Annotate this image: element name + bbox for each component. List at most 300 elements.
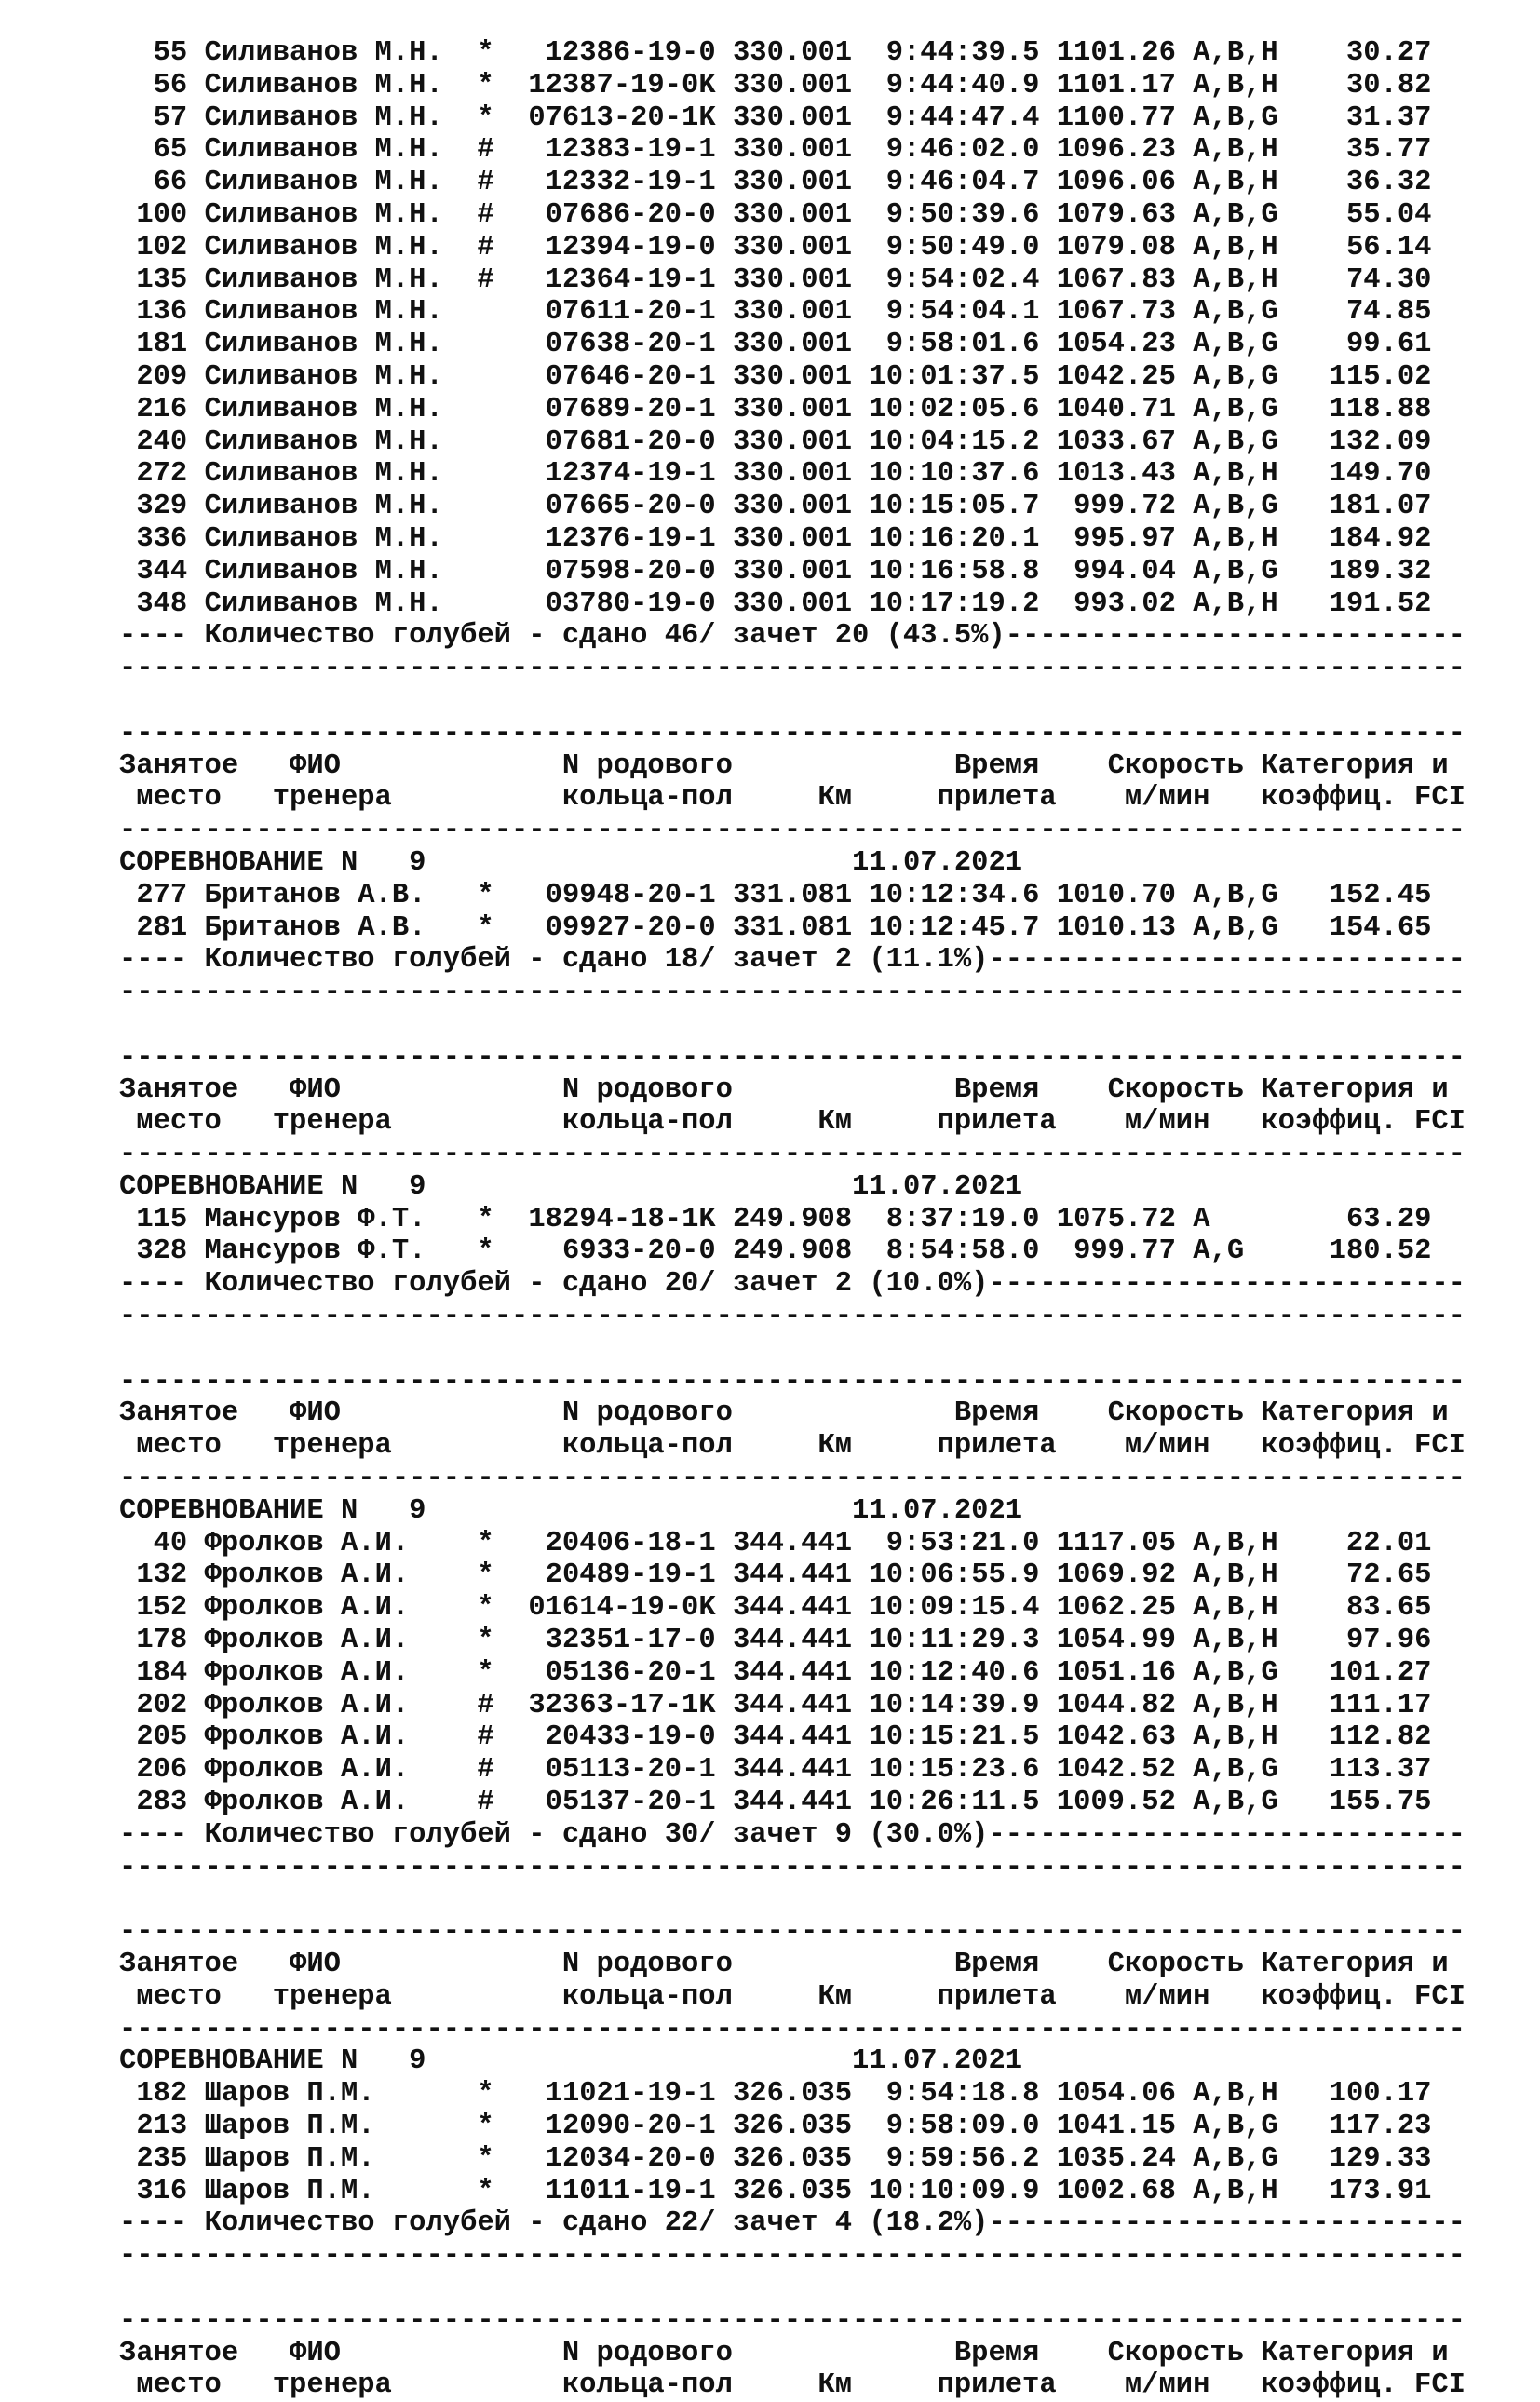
ring-number: 09927-20-0	[545, 911, 716, 944]
fci-coefficient: 191.52	[1329, 587, 1432, 620]
blank-line	[119, 1883, 1516, 1916]
trainer-name: Шаров П.М.	[204, 2175, 375, 2207]
header-top-rule	[119, 718, 1516, 750]
dashed-rule: -------------------------------------------------------------------------------	[119, 1301, 1466, 1333]
arrival-time: 9:58:09.0	[885, 2111, 1040, 2142]
fci-coefficient: 117.23	[1329, 2111, 1432, 2142]
trainer-name: Шаров П.М.	[204, 2111, 375, 2142]
distance-km: 330.001	[732, 522, 853, 555]
distance-km: 330.001	[732, 555, 853, 587]
pigeon-mark: *	[477, 2142, 494, 2175]
speed-mmin: 1035.24	[1056, 2142, 1176, 2175]
category: A,B,G	[1193, 555, 1278, 587]
column-header-labels: Занятое ФИО N родового Время Скорость Категория и	[119, 1397, 1449, 1430]
category: A,B,G	[1193, 879, 1278, 911]
dashed-rule: -------------------------------------------------------------------------------	[119, 1916, 1466, 1949]
result-place: 206	[136, 1754, 188, 1787]
result-row	[119, 1204, 1516, 1236]
ring-number: 12034-20-0	[545, 2142, 716, 2175]
result-row	[119, 2078, 1516, 2111]
fci-coefficient: 56.14	[1345, 231, 1432, 263]
result-place: 102	[136, 231, 188, 263]
blank-line	[119, 685, 1516, 718]
arrival-time: 10:12:45.7	[869, 911, 1040, 944]
distance-km: 330.001	[732, 425, 853, 458]
category: A,G	[1193, 1235, 1245, 1268]
category: A,B,G	[1193, 2111, 1278, 2142]
column-header-row-1	[119, 2338, 1516, 2370]
trainer-name: Силиванов М.Н.	[204, 231, 443, 263]
header-bottom-rule	[119, 815, 1516, 847]
result-place: 135	[136, 263, 188, 296]
category: A,B,G	[1193, 360, 1278, 393]
arrival-time: 10:01:37.5	[869, 360, 1040, 393]
arrival-time: 10:10:09.9	[869, 2175, 1040, 2207]
ring-number: 07681-20-0	[545, 425, 716, 458]
distance-km: 344.441	[732, 1656, 853, 1689]
distance-km: 249.908	[733, 1203, 853, 1235]
arrival-time: 10:15:05.7	[869, 491, 1040, 523]
summary-line: ---- Количество голубей - сдано 18/ зачет 2 (11.1%)----------------------------	[119, 944, 1466, 977]
header-top-rule	[119, 1916, 1516, 1949]
pigeon-mark: *	[477, 879, 494, 911]
result-row	[119, 1559, 1516, 1592]
ring-number: 12387-19-0K	[528, 69, 716, 101]
fci-coefficient: 155.75	[1329, 1787, 1432, 1819]
trainer-name: Силиванов М.Н.	[204, 167, 443, 199]
trainer-name: Шаров П.М.	[204, 2142, 375, 2175]
result-place: 136	[136, 296, 188, 329]
fci-coefficient: 99.61	[1345, 329, 1432, 361]
speed-mmin: 1062.25	[1056, 1592, 1176, 1625]
fci-coefficient: 74.30	[1345, 263, 1432, 296]
fci-coefficient: 97.96	[1345, 1625, 1432, 1657]
arrival-time: 10:09:15.4	[869, 1592, 1040, 1625]
result-place: 281	[136, 911, 188, 944]
result-row	[119, 1754, 1516, 1787]
competition-label: СОРЕВНОВАНИЕ N 9	[119, 1494, 426, 1527]
arrival-time: 10:17:19.2	[869, 587, 1040, 620]
result-place: 348	[136, 587, 188, 620]
dashed-rule: -------------------------------------------------------------------------------	[119, 2240, 1466, 2273]
trainer-name: Фролков А.И.	[204, 1787, 410, 1819]
trainer-name: Силиванов М.Н.	[204, 296, 443, 329]
pigeon-mark: *	[477, 1203, 494, 1235]
result-place: 56	[153, 69, 188, 101]
dashed-rule: -------------------------------------------------------------------------------	[119, 977, 1466, 1009]
speed-mmin: 1040.71	[1056, 393, 1176, 425]
ring-number: 05136-20-1	[545, 1656, 716, 1689]
speed-mmin: 1042.25	[1056, 360, 1176, 393]
speed-mmin: 1069.92	[1056, 1559, 1176, 1592]
competition-date: 11.07.2021	[852, 1170, 1023, 1203]
trainer-name: Силиванов М.Н.	[204, 101, 443, 134]
result-row	[119, 426, 1516, 459]
summary-line: ---- Количество голубей - сдано 20/ зачет 2 (10.0%)----------------------------	[119, 1268, 1466, 1301]
arrival-time: 10:02:05.6	[869, 393, 1040, 425]
speed-mmin: 1054.06	[1056, 2078, 1176, 2111]
result-place: 132	[136, 1559, 188, 1592]
category: A,B,G	[1193, 1787, 1278, 1819]
arrival-time: 10:10:37.6	[869, 458, 1040, 491]
column-header-labels: место тренера кольца-пол Км прилета м/мин коэффиц. FCI	[119, 782, 1466, 815]
result-place: 316	[136, 2175, 188, 2207]
result-place: 55	[153, 37, 188, 69]
fci-coefficient: 180.52	[1329, 1235, 1432, 1268]
ring-number: 12332-19-1	[545, 167, 716, 199]
speed-mmin: 995.97	[1074, 522, 1176, 555]
result-row	[119, 1721, 1516, 1754]
distance-km: 344.441	[732, 1625, 853, 1657]
competition-date: 11.07.2021	[852, 846, 1023, 879]
pigeon-mark: *	[477, 1559, 494, 1592]
speed-mmin: 1010.13	[1056, 911, 1176, 944]
column-header-row-1	[119, 1074, 1516, 1107]
trainer-name: Силиванов М.Н.	[204, 329, 443, 361]
result-place: 272	[136, 458, 188, 491]
speed-mmin: 1002.68	[1056, 2175, 1176, 2207]
distance-km: 330.001	[732, 458, 853, 491]
result-place: 344	[136, 555, 188, 587]
result-row	[119, 912, 1516, 945]
ring-number: 20489-19-1	[545, 1559, 716, 1592]
ring-number: 12383-19-1	[545, 134, 716, 167]
distance-km: 330.001	[732, 69, 853, 101]
trainer-name: Силиванов М.Н.	[204, 198, 443, 231]
result-row	[119, 458, 1516, 491]
speed-mmin: 994.04	[1074, 555, 1176, 587]
summary-text: ---- Количество голубей - сдано 18/ зачет 2 (11.1%)	[119, 944, 989, 977]
trainer-name: Мансуров Ф.Т.	[204, 1235, 426, 1268]
competition-line	[119, 2045, 1516, 2078]
arrival-time: 10:06:55.9	[869, 1559, 1040, 1592]
trainer-name: Фролков А.И.	[204, 1592, 410, 1625]
result-place: 216	[136, 393, 188, 425]
arrival-time: 10:15:23.6	[869, 1754, 1040, 1787]
header-bottom-rule	[119, 1463, 1516, 1495]
result-row	[119, 1625, 1516, 1657]
fci-coefficient: 154.65	[1329, 911, 1432, 944]
result-row	[119, 556, 1516, 588]
ring-number: 32363-17-1K	[528, 1689, 716, 1721]
category: A,B,H	[1193, 1592, 1278, 1625]
ring-number: 09948-20-1	[545, 879, 716, 911]
column-header-row-1	[119, 1949, 1516, 1981]
category: A,B,H	[1193, 1721, 1278, 1754]
fci-coefficient: 129.33	[1329, 2142, 1432, 2175]
column-header-labels: Занятое ФИО N родового Время Скорость Категория и	[119, 2337, 1449, 2369]
pigeon-mark: #	[477, 231, 494, 263]
fci-coefficient: 63.29	[1345, 1203, 1432, 1235]
category: A,B,H	[1193, 1689, 1278, 1721]
arrival-time: 9:44:39.5	[885, 37, 1040, 69]
category: A,B,H	[1193, 231, 1278, 263]
distance-km: 344.441	[732, 1689, 853, 1721]
summary-text: ---- Количество голубей - сдано 22/ зачет 4 (18.2%)	[119, 2207, 989, 2240]
result-row	[119, 2176, 1516, 2208]
result-place: 328	[136, 1235, 188, 1268]
dashed-rule: -------------------------------------------------------------------------------	[119, 2013, 1466, 2045]
speed-mmin: 999.77	[1074, 1235, 1176, 1268]
fci-coefficient: 72.65	[1345, 1559, 1432, 1592]
result-row	[119, 1787, 1516, 1819]
distance-km: 331.081	[733, 879, 853, 911]
competition-date: 11.07.2021	[852, 2045, 1023, 2078]
fci-coefficient: 149.70	[1329, 458, 1432, 491]
category: A,B,H	[1193, 1625, 1278, 1657]
ring-number: 07638-20-1	[545, 329, 716, 361]
result-row	[119, 134, 1516, 167]
speed-mmin: 1101.17	[1056, 69, 1176, 101]
category: A,B,H	[1193, 167, 1278, 199]
dashed-rule: -------------------------------------------------------------------------------	[119, 2304, 1466, 2337]
result-row	[119, 2111, 1516, 2143]
category: A,B,H	[1193, 1527, 1278, 1559]
speed-mmin: 1010.70	[1056, 879, 1176, 911]
column-header-row-1	[119, 750, 1516, 783]
result-place: 329	[136, 491, 188, 523]
competition-label: СОРЕВНОВАНИЕ N 9	[119, 846, 426, 879]
result-row	[119, 102, 1516, 135]
trainer-name: Силиванов М.Н.	[204, 37, 443, 69]
distance-km: 330.001	[732, 393, 853, 425]
distance-km: 330.001	[732, 296, 853, 329]
result-place: 115	[136, 1203, 188, 1235]
arrival-time: 9:54:18.8	[885, 2078, 1040, 2111]
competition-date: 11.07.2021	[852, 1494, 1023, 1527]
column-header-row-2	[119, 2369, 1516, 2402]
result-row	[119, 588, 1516, 621]
dashed-rule: -------------------------------------------------------------------------------	[119, 1463, 1466, 1495]
column-header-labels: Занятое ФИО N родового Время Скорость Категория и	[119, 1073, 1449, 1106]
category: A,B,G	[1193, 1656, 1278, 1689]
fci-coefficient: 189.32	[1329, 555, 1432, 587]
result-place: 182	[136, 2078, 188, 2111]
result-row	[119, 361, 1516, 394]
blank-line	[119, 1333, 1516, 1366]
result-row	[119, 1592, 1516, 1625]
ring-number: 20406-18-1	[545, 1527, 716, 1559]
arrival-time: 9:50:39.6	[885, 198, 1040, 231]
distance-km: 344.441	[732, 1721, 853, 1754]
trainer-name: Силиванов М.Н.	[204, 134, 443, 167]
distance-km: 344.441	[732, 1527, 853, 1559]
pigeon-mark: #	[477, 1754, 494, 1787]
competition-label: СОРЕВНОВАНИЕ N 9	[119, 2045, 426, 2078]
blank-line	[119, 2273, 1516, 2305]
pigeon-mark: #	[477, 1689, 494, 1721]
distance-km: 326.035	[732, 2111, 853, 2142]
fci-coefficient: 30.27	[1345, 37, 1432, 69]
trainer-name: Силиванов М.Н.	[204, 587, 443, 620]
fci-coefficient: 152.45	[1329, 879, 1432, 911]
ring-number: 12376-19-1	[545, 522, 716, 555]
section-rule	[119, 2240, 1516, 2273]
trainer-name: Британов А.В.	[204, 879, 426, 911]
summary-line: ---- Количество голубей - сдано 46/ зачет 20 (43.5%)---------------------------	[119, 620, 1466, 653]
distance-km: 331.081	[733, 911, 853, 944]
column-header-labels: место тренера кольца-пол Км прилета м/мин коэффиц. FCI	[119, 1106, 1466, 1139]
fci-coefficient: 55.04	[1345, 198, 1432, 231]
fci-coefficient: 22.01	[1345, 1527, 1432, 1559]
arrival-time: 9:46:02.0	[885, 134, 1040, 167]
competition-line	[119, 1495, 1516, 1528]
ring-number: 12364-19-1	[545, 263, 716, 296]
ring-number: 11021-19-1	[545, 2078, 716, 2111]
ring-number: 18294-18-1K	[528, 1203, 716, 1235]
pigeon-mark: *	[477, 1592, 494, 1625]
distance-km: 326.035	[732, 2175, 853, 2207]
pigeon-mark: *	[477, 1235, 494, 1268]
ring-number: 07646-20-1	[545, 360, 716, 393]
result-place: 283	[136, 1787, 188, 1819]
pigeon-mark: *	[477, 1527, 494, 1559]
category: A,B,H	[1193, 2175, 1278, 2207]
result-place: 65	[153, 134, 188, 167]
dashed-rule: -------------------------------------------------------------------------------	[119, 1851, 1466, 1883]
distance-km: 344.441	[732, 1787, 853, 1819]
fci-coefficient: 113.37	[1329, 1754, 1432, 1787]
result-place: 66	[153, 167, 188, 199]
category: A,B,G	[1193, 911, 1278, 944]
category: A,B,H	[1193, 522, 1278, 555]
distance-km: 249.908	[733, 1235, 853, 1268]
category: A,B,G	[1193, 329, 1278, 361]
fci-coefficient: 181.07	[1329, 491, 1432, 523]
trainer-name: Силиванов М.Н.	[204, 393, 443, 425]
category: A,B,H	[1193, 1559, 1278, 1592]
speed-mmin: 1075.72	[1056, 1203, 1176, 1235]
fci-coefficient: 115.02	[1329, 360, 1432, 393]
speed-mmin: 1042.63	[1056, 1721, 1176, 1754]
section-rule	[119, 977, 1516, 1009]
arrival-time: 9:54:02.4	[885, 263, 1040, 296]
pigeon-mark: #	[477, 1721, 494, 1754]
arrival-time: 9:50:49.0	[885, 231, 1040, 263]
speed-mmin: 1067.83	[1056, 263, 1176, 296]
arrival-time: 8:37:19.0	[885, 1203, 1040, 1235]
result-row	[119, 1690, 1516, 1722]
trainer-name: Силиванов М.Н.	[204, 360, 443, 393]
arrival-time: 10:16:20.1	[869, 522, 1040, 555]
arrival-time: 9:46:04.7	[885, 167, 1040, 199]
trainer-name: Фролков А.И.	[204, 1656, 410, 1689]
pigeon-mark: *	[477, 2111, 494, 2142]
result-place: 277	[136, 879, 188, 911]
arrival-time: 10:26:11.5	[869, 1787, 1040, 1819]
ring-number: 05113-20-1	[545, 1754, 716, 1787]
fci-coefficient: 112.82	[1329, 1721, 1432, 1754]
speed-mmin: 999.72	[1074, 491, 1176, 523]
summary-line: ---- Количество голубей - сдано 22/ зачет 4 (18.2%)----------------------------	[119, 2207, 1466, 2240]
fci-coefficient: 118.88	[1329, 393, 1432, 425]
pigeon-mark: *	[477, 2078, 494, 2111]
result-place: 100	[136, 198, 188, 231]
speed-mmin: 1044.82	[1056, 1689, 1176, 1721]
pigeon-mark: *	[477, 2175, 494, 2207]
distance-km: 330.001	[732, 231, 853, 263]
arrival-time: 10:15:21.5	[869, 1721, 1040, 1754]
pigeon-mark: *	[477, 101, 494, 134]
category: A	[1193, 1203, 1210, 1235]
speed-mmin: 1051.16	[1056, 1656, 1176, 1689]
dashed-rule: -------------------------------------------------------------------------------	[119, 1139, 1466, 1171]
result-row	[119, 70, 1516, 102]
column-header-labels: Занятое ФИО N родового Время Скорость Категория и	[119, 1949, 1449, 1981]
speed-mmin: 1054.99	[1056, 1625, 1176, 1657]
trainer-name: Силиванов М.Н.	[204, 522, 443, 555]
summary-text: ---- Количество голубей - сдано 30/ зачет 9 (30.0%)	[119, 1818, 989, 1851]
pigeon-mark: #	[477, 1787, 494, 1819]
trainer-name: Британов А.В.	[204, 911, 426, 944]
distance-km: 330.001	[732, 329, 853, 361]
speed-mmin: 1079.08	[1056, 231, 1176, 263]
trainer-name: Силиванов М.Н.	[204, 425, 443, 458]
pigeon-mark: *	[477, 911, 494, 944]
speed-mmin: 1067.73	[1056, 296, 1176, 329]
distance-km: 330.001	[732, 134, 853, 167]
fci-coefficient: 101.27	[1329, 1656, 1432, 1689]
trainer-name: Фролков А.И.	[204, 1721, 410, 1754]
distance-km: 344.441	[732, 1592, 853, 1625]
summary-text: ---- Количество голубей - сдано 46/ зачет 20 (43.5%)	[119, 620, 1006, 653]
pigeon-mark: #	[477, 134, 494, 167]
column-header-labels: место тренера кольца-пол Км прилета м/мин коэффиц. FCI	[119, 1430, 1466, 1463]
speed-mmin: 1100.77	[1056, 101, 1176, 134]
trainer-name: Фролков А.И.	[204, 1754, 410, 1787]
distance-km: 330.001	[732, 37, 853, 69]
fci-coefficient: 100.17	[1329, 2078, 1432, 2111]
result-place: 40	[153, 1527, 188, 1559]
distance-km: 344.441	[732, 1754, 853, 1787]
category: A,B,H	[1193, 587, 1278, 620]
result-place: 209	[136, 360, 188, 393]
result-place: 336	[136, 522, 188, 555]
ring-number: 07611-20-1	[545, 296, 716, 329]
pigeon-mark: #	[477, 198, 494, 231]
result-row	[119, 523, 1516, 556]
speed-mmin: 1009.52	[1056, 1787, 1176, 1819]
fci-coefficient: 132.09	[1329, 425, 1432, 458]
fci-coefficient: 83.65	[1345, 1592, 1432, 1625]
category: A,B,H	[1193, 2078, 1278, 2111]
speed-mmin: 1041.15	[1056, 2111, 1176, 2142]
arrival-time: 10:04:15.2	[869, 425, 1040, 458]
result-place: 235	[136, 2142, 188, 2175]
result-row	[119, 2143, 1516, 2176]
result-row	[119, 1657, 1516, 1690]
distance-km: 330.001	[732, 167, 853, 199]
category: A,B,H	[1193, 69, 1278, 101]
category: A,B,G	[1193, 2142, 1278, 2175]
speed-mmin: 993.02	[1074, 587, 1176, 620]
category: A,B,G	[1193, 101, 1278, 134]
header-bottom-rule	[119, 1139, 1516, 1171]
arrival-time: 10:12:34.6	[869, 879, 1040, 911]
pigeon-mark: *	[477, 1656, 494, 1689]
trainer-name: Фролков А.И.	[204, 1527, 410, 1559]
results-document	[119, 37, 1516, 2402]
category: A,B,H	[1193, 134, 1278, 167]
speed-mmin: 1101.26	[1056, 37, 1176, 69]
ring-number: 11011-19-1	[545, 2175, 716, 2207]
column-header-row-2	[119, 1106, 1516, 1139]
header-top-rule	[119, 2305, 1516, 2338]
distance-km: 330.001	[732, 101, 853, 134]
ring-number: 01614-19-0K	[528, 1592, 716, 1625]
trainer-name: Мансуров Ф.Т.	[204, 1203, 426, 1235]
header-top-rule	[119, 1042, 1516, 1074]
